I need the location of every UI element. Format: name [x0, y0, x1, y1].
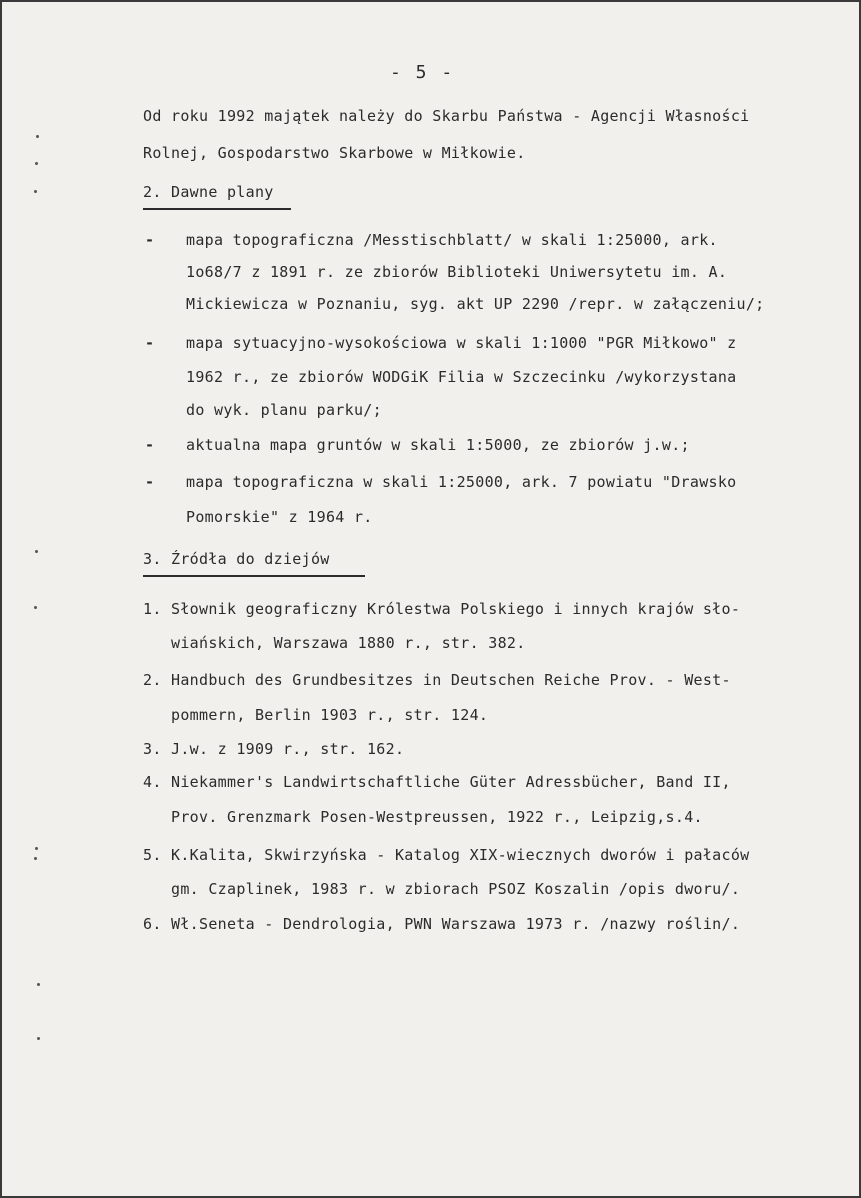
section-3-underline	[143, 575, 365, 577]
scan-speck	[36, 135, 39, 138]
scan-speck	[34, 190, 37, 193]
source-5-number: 5.	[143, 846, 162, 864]
scan-speck	[35, 847, 38, 850]
bullet-dash: -	[145, 436, 155, 454]
intro-line-2: Rolnej, Gospodarstwo Skarbowe w Miłkowie.	[143, 144, 526, 162]
source-5-line-2: gm. Czaplinek, 1983 r. w zbiorach PSOZ Koszalin /opis dworu/.	[171, 880, 741, 898]
plan-2-line-1: mapa sytuacyjno-wysokościowa w skali 1:1000 "PGR Miłkowo" z	[186, 334, 737, 352]
bullet-dash: -	[145, 334, 155, 352]
source-6-number: 6.	[143, 915, 162, 933]
plan-2-line-2: 1962 r., ze zbiorów WODGiK Filia w Szczecinku /wykorzystana	[186, 368, 737, 386]
intro-line-1: Od roku 1992 majątek należy do Skarbu Państwa - Agencji Własności	[143, 107, 750, 125]
source-4-line-2: Prov. Grenzmark Posen-Westpreussen, 1922 r., Leipzig,s.4.	[171, 808, 703, 826]
bullet-dash: -	[145, 473, 155, 491]
scan-speck	[37, 1037, 40, 1040]
source-2-line-1: Handbuch des Grundbesitzes in Deutschen Reiche Prov. - West-	[171, 671, 731, 689]
scan-speck	[34, 857, 37, 860]
source-1-line-2: wiańskich, Warszawa 1880 r., str. 382.	[171, 634, 526, 652]
plan-1-line-2: 1o68/7 z 1891 r. ze zbiorów Biblioteki Uniwersytetu im. A.	[186, 263, 728, 281]
plan-4-line-2: Pomorskie" z 1964 r.	[186, 508, 373, 526]
section-2-heading	[143, 182, 274, 202]
plan-1-line-3: Mickiewicza w Poznaniu, syg. akt UP 2290 /repr. w załączeniu/;	[186, 295, 765, 313]
source-5-line-1: K.Kalita, Skwirzyńska - Katalog XIX-wiecznych dworów i pałaców	[171, 846, 750, 864]
section-3-heading	[143, 549, 330, 569]
source-3-number: 3.	[143, 740, 162, 758]
scan-speck	[34, 606, 37, 609]
scan-speck	[35, 162, 38, 165]
source-4-number: 4.	[143, 773, 162, 791]
source-2-number: 2.	[143, 671, 162, 689]
plan-3-line-1: aktualna mapa gruntów w skali 1:5000, ze zbiorów j.w.;	[186, 436, 690, 454]
source-3-line-1: J.w. z 1909 r., str. 162.	[171, 740, 405, 758]
section-3-heading-text: 3. Źródła do dziejów	[143, 550, 330, 568]
source-6-line-1: Wł.Seneta - Dendrologia, PWN Warszawa 1973 r. /nazwy roślin/.	[171, 915, 741, 933]
source-1-line-1: Słownik geograficzny Królestwa Polskiego i innych krajów sło-	[171, 600, 741, 618]
section-2-heading-text: 2. Dawne plany	[143, 183, 274, 201]
source-4-line-1: Niekammer's Landwirtschaftliche Güter Adressbücher, Band II,	[171, 773, 731, 791]
scan-speck	[35, 550, 38, 553]
page-number: - 5 -	[390, 62, 455, 83]
plan-1-line-1: mapa topograficzna /Messtischblatt/ w skali 1:25000, ark.	[186, 231, 718, 249]
source-2-line-2: pommern, Berlin 1903 r., str. 124.	[171, 706, 489, 724]
source-1-number: 1.	[143, 600, 162, 618]
bullet-dash: -	[145, 231, 155, 249]
section-2-underline	[143, 208, 291, 210]
plan-2-line-3: do wyk. planu parku/;	[186, 401, 382, 419]
plan-4-line-1: mapa topograficzna w skali 1:25000, ark. 7 powiatu "Drawsko	[186, 473, 737, 491]
scan-speck	[37, 983, 40, 986]
